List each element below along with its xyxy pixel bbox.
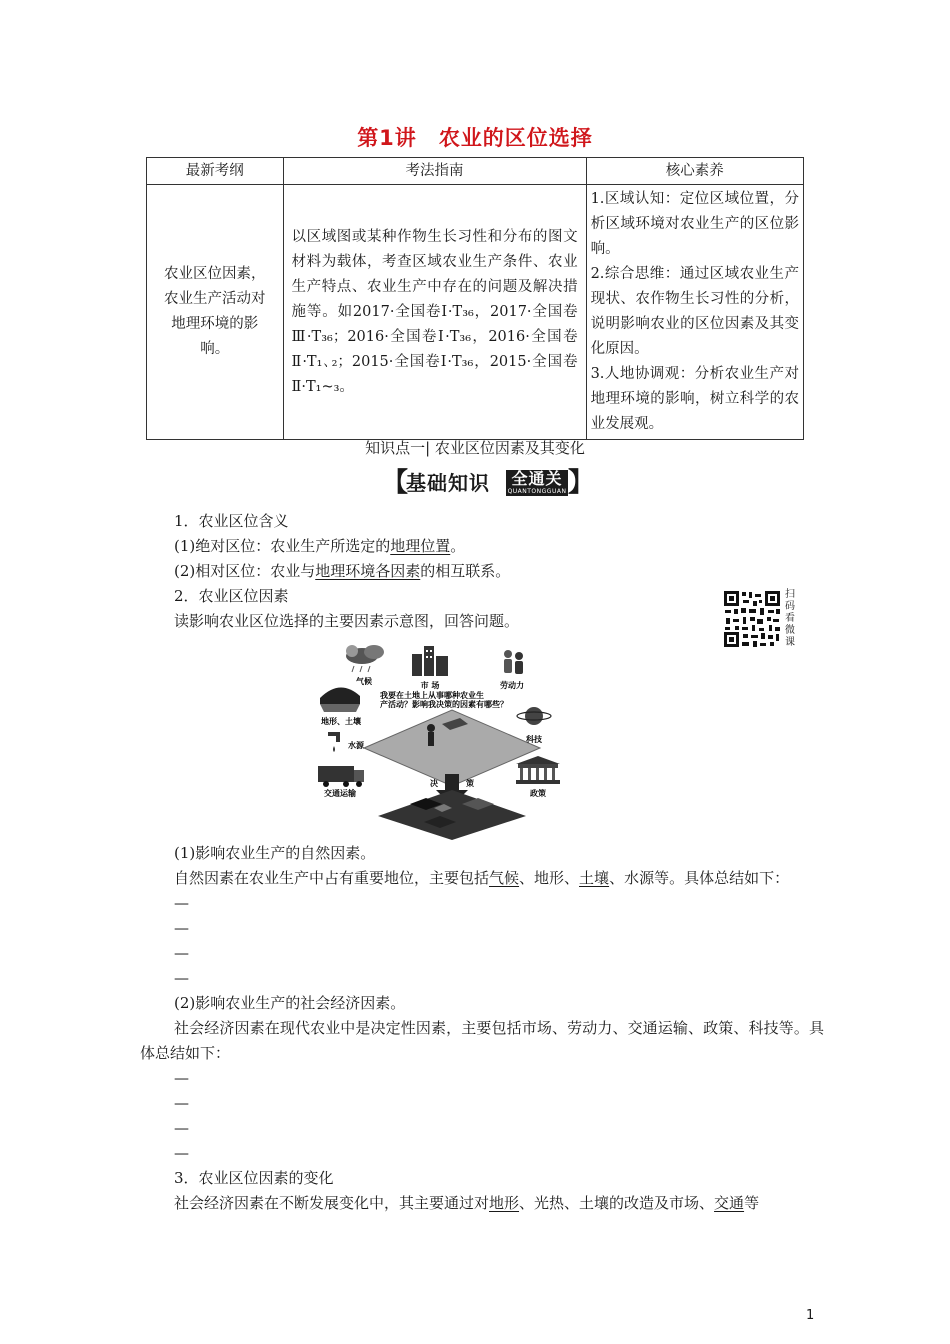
core-literacy-cell (586, 185, 803, 440)
page-title (0, 122, 950, 152)
terrain-label: 地形、土壤 (321, 717, 361, 726)
lesson-number: 第1讲 (357, 126, 417, 150)
decision-label-left: 决 (430, 779, 438, 788)
answer-underline: 地理位置 (390, 537, 451, 555)
farmer-question-line-1: 我要在土地上从事哪种农业生 (380, 691, 484, 700)
social-factors-text: 社会经济因素在现代农业中是决定性因素，主要包括市场、劳动力、交通运输、政策、科技等。具体总结如下： (140, 1019, 824, 1062)
blank-dash: — (174, 919, 189, 937)
table-header-cell: 考法指南 (283, 158, 586, 185)
text: 社会经济因素在不断发展变化中，其主要通过对 (174, 1194, 490, 1212)
agriculture-location-factors-diagram (312, 640, 572, 840)
text: (1)绝对区位：农业生产所选定的 (174, 537, 391, 555)
farmed-plot-icon (378, 790, 526, 840)
social-factors-heading: (2)影响农业生产的社会经济因素。 (174, 994, 406, 1012)
section-3-heading: 3．农业区位因素的变化 (174, 1169, 334, 1187)
section-2-intro: 读影响农业区位选择的主要因素示意图，回答问题。 (174, 612, 520, 630)
banner-badge-text: 全通关 (511, 469, 563, 488)
section-2-heading: 2．农业区位因素 (174, 587, 289, 605)
knowledge-point-heading: 知识点一| 农业区位因素及其变化 (365, 439, 585, 457)
blank-dash: — (174, 1119, 189, 1137)
relative-location-line (174, 561, 510, 581)
terrain-icon (320, 687, 360, 712)
climate-icon (346, 645, 384, 672)
text: 。 (450, 537, 466, 555)
blank-dash: — (174, 944, 189, 962)
text: 、光热、土壤的改造及市场、 (519, 1194, 715, 1212)
truck-icon (318, 766, 364, 787)
core-literacy-item: 2.综合思维：通过区域农业生产现状、农作物生长习性的分析，说明影响农业的区位因素及其变化原因。 (590, 266, 799, 357)
text: 、水源等。具体总结如下： (609, 869, 790, 887)
water-icon (328, 732, 340, 752)
policy-icon (516, 756, 560, 784)
table-row (147, 185, 804, 440)
qr-caption: 扫码看微课 (785, 589, 795, 648)
farmer-question-line-2: 产活动？影响我决策的因素有哪些？ (380, 700, 508, 709)
market-icon (412, 646, 448, 676)
blank-dash: — (174, 1069, 189, 1087)
labor-label: 劳动力 (500, 681, 524, 690)
technology-label: 科技 (526, 735, 542, 744)
core-literacy-item: 1.区域认知：定位区域位置，分析区域环境对农业生产的区位影响。 (590, 191, 799, 257)
market-label: 市 场 (420, 681, 440, 690)
technology-icon (517, 707, 551, 725)
banner-badge-subtext: QUANTONGGUAN (507, 488, 567, 495)
table-header-row (147, 158, 804, 185)
answer-underline: 气候 (489, 869, 520, 887)
section-3-text (174, 1193, 759, 1213)
blank-dash: — (174, 969, 189, 987)
qr-code-icon[interactable] (723, 590, 781, 648)
labor-icon (504, 650, 523, 674)
absolute-location-line (174, 536, 465, 556)
text: 、地形、 (519, 869, 580, 887)
water-label: 水源 (348, 741, 364, 750)
natural-factors-heading: (1)影响农业生产的自然因素。 (174, 844, 376, 862)
text: (2)相对区位：农业与 (174, 562, 316, 580)
lesson-name: 农业的区位选择 (438, 126, 593, 150)
climate-label: 气候 (356, 677, 372, 686)
answer-underline: 地理环境各因素 (315, 562, 421, 580)
exam-guide-cell: 以区域图或某种作物生长习性和分布的图文材料为载体，考查区域农业生产条件、农业生产特点、农业生产中存在的问题及解决措施等。如2017·全国卷Ⅰ·T₃₆，2017·全国卷Ⅲ·T₃₆；2016·全国卷Ⅰ·T₃₆，2016·全国卷Ⅱ·T₁､₂；2015·全国卷Ⅰ·T₃₆，2015·全国卷Ⅱ·T₁~₃。 (283, 185, 586, 440)
answer-underline: 交通 (714, 1194, 745, 1212)
blank-dash: — (174, 894, 189, 912)
natural-factors-text (174, 868, 789, 888)
table-header-cell: 核心素养 (586, 158, 803, 185)
transport-label: 交通运输 (324, 789, 356, 798)
syllabus-cell: 农业区位因素，农业生产活动对地理环境的影响。 (147, 185, 284, 440)
blank-dash: — (174, 1144, 189, 1162)
banner-title: 基础知识 (406, 471, 490, 495)
blank-dash: — (174, 1094, 189, 1112)
answer-underline: 地形 (489, 1194, 520, 1212)
table-header-cell: 最新考纲 (147, 158, 284, 185)
page-number: 1 (806, 1308, 815, 1323)
section-1-heading: 1．农业区位含义 (174, 512, 289, 530)
section-banner (382, 467, 595, 499)
text: 的相互联系。 (420, 562, 511, 580)
answer-underline: 土壤 (579, 869, 610, 887)
decision-label-right: 策 (466, 779, 474, 788)
syllabus-table (146, 157, 804, 440)
text: 等 (744, 1194, 760, 1212)
banner-right-bracket: 】 (568, 468, 595, 498)
banner-badge (506, 470, 568, 496)
core-literacy-item: 3.人地协调观：分析农业生产对地理环境的影响，树立科学的农业发展观。 (590, 366, 799, 432)
banner-left-bracket: 【 (382, 468, 409, 498)
policy-label: 政策 (530, 789, 546, 798)
text: 自然因素在农业生产中占有重要地位，主要包括 (174, 869, 490, 887)
